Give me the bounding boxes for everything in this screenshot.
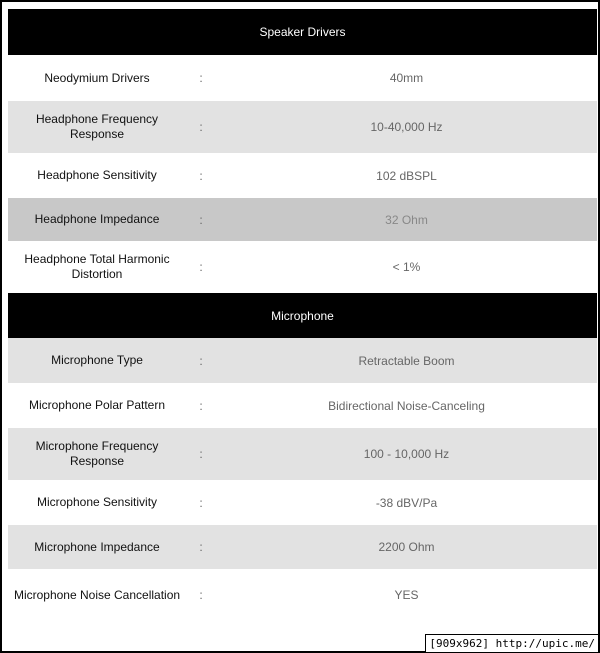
spec-table (8, 9, 597, 621)
section-header-microphone (8, 293, 597, 338)
separator: : (199, 353, 203, 368)
separator: : (199, 398, 203, 413)
spec-label: Headphone Sensitivity (37, 168, 157, 182)
spec-value: 2200 Ohm (378, 540, 435, 554)
spec-label: Headphone Total Harmonic Distortion (24, 252, 170, 281)
spec-label: Microphone Noise Cancellation (13, 587, 181, 602)
section-title: Speaker Drivers (259, 25, 346, 39)
spec-label: Microphone Type (51, 353, 143, 367)
spec-label: Headphone Impedance (34, 212, 160, 226)
spec-value: 10-40,000 Hz (370, 120, 443, 134)
spec-value: Retractable Boom (358, 353, 455, 368)
spec-value: 102 dBSPL (376, 168, 437, 183)
table-row (8, 101, 597, 153)
spec-label: Microphone Polar Pattern (28, 398, 166, 412)
separator: : (199, 540, 203, 554)
table-row (8, 525, 597, 569)
separator: : (199, 212, 203, 227)
separator: : (199, 588, 203, 602)
table-row (8, 55, 597, 101)
table-row (8, 153, 597, 198)
separator: : (199, 447, 203, 461)
separator: : (199, 71, 203, 85)
separator: : (199, 168, 203, 183)
table-row (8, 241, 597, 293)
spec-value: < 1% (392, 260, 421, 274)
separator: : (199, 260, 203, 274)
section-title: Microphone (271, 308, 334, 323)
table-row (8, 428, 597, 480)
spec-label: Microphone Impedance (34, 539, 160, 554)
spec-value: 100 - 10,000 Hz (363, 447, 450, 461)
watermark: [909x962] http://upic.me/ (425, 634, 598, 652)
table-row (8, 338, 597, 383)
spec-value: 32 Ohm (385, 212, 428, 227)
separator: : (199, 120, 203, 134)
spec-value: YES (394, 588, 419, 602)
spec-value: Bidirectional Noise-Canceling (328, 398, 485, 413)
spec-label: Headphone Frequency Response (35, 112, 159, 141)
table-row (8, 569, 597, 621)
spec-label: Microphone Frequency Response (35, 439, 159, 468)
spec-label: Neodymium Drivers (44, 70, 150, 85)
spec-value: -38 dBV/Pa (375, 495, 438, 510)
table-row (8, 480, 597, 525)
spec-value: 40mm (389, 71, 424, 85)
section-header-speaker-drivers (8, 9, 597, 55)
table-row (8, 198, 597, 241)
table-row (8, 383, 597, 428)
spec-label: Microphone Sensitivity (36, 495, 158, 509)
separator: : (199, 495, 203, 510)
